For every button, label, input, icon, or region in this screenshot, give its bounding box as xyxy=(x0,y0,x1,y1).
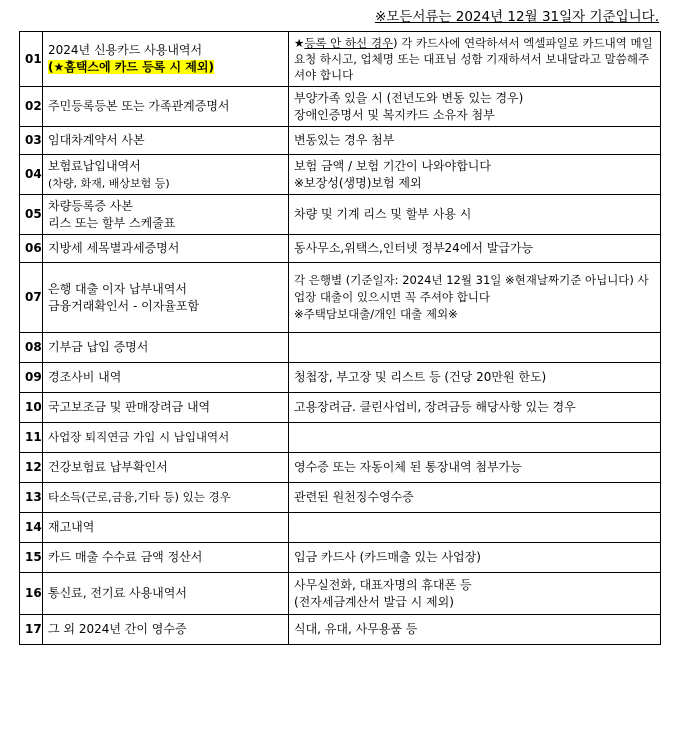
note-cell xyxy=(289,32,661,87)
document-cell xyxy=(43,573,289,615)
document-name: 지방세 세목별과세증명서 xyxy=(48,241,180,255)
row-number: 03 xyxy=(20,127,43,155)
note-text: ) 각 카드사에 연락하셔서 엑셀파일로 카드내역 메일요청 하시고, 업체명 또는 대표님 성함 기재하셔서 보내달라고 말씀해주셔야 합니다 xyxy=(294,36,653,82)
note-text: 사무실전화, 대표자명의 휴대폰 등 xyxy=(294,577,472,592)
document-exception-highlight: (★홈택스에 카드 등록 시 제외) xyxy=(48,60,214,74)
note-text: 차량 및 기계 리스 및 할부 사용 시 xyxy=(294,207,472,221)
table-row xyxy=(20,453,661,483)
note-text: 보험 금액 / 보험 기간이 나와야합니다 xyxy=(294,158,491,173)
table-row xyxy=(20,363,661,393)
row-number: 04 xyxy=(20,155,43,195)
document-name: 경조사비 내역 xyxy=(48,370,122,384)
table-row xyxy=(20,333,661,363)
table-row xyxy=(20,127,661,155)
document-cell xyxy=(43,615,289,645)
document-name: 건강보험료 납부확인서 xyxy=(48,460,168,474)
row-number: 10 xyxy=(20,393,43,423)
note-cell xyxy=(289,87,661,127)
document-name: 리스 또는 할부 스케줄표 xyxy=(48,215,176,230)
row-number: 06 xyxy=(20,235,43,263)
table-row xyxy=(20,393,661,423)
document-cell xyxy=(43,423,289,453)
required-documents-table xyxy=(19,31,661,645)
note-cell xyxy=(289,155,661,195)
note-text: 동사무소,위택스,인터넷 정부24에서 발급가능 xyxy=(294,241,534,255)
document-name: 타소득(근로,금융,기타 등) 있는 경우 xyxy=(48,490,231,504)
row-number: 12 xyxy=(20,453,43,483)
row-number: 13 xyxy=(20,483,43,513)
note-text: 변동있는 경우 첨부 xyxy=(294,133,395,147)
deadline-notice: ※모든서류는 2024년 12월 31일자 기준입니다. xyxy=(374,9,659,25)
document-name: 주민등록등본 또는 가족관계증명서 xyxy=(48,99,230,113)
row-number: 05 xyxy=(20,195,43,235)
note-text: ※보장성(생명)보험 제외 xyxy=(294,175,422,190)
row-number: 09 xyxy=(20,363,43,393)
document-detail: (차량, 화재, 배상보험 등) xyxy=(48,176,170,190)
document-name: 사업장 퇴직연금 가입 시 납입내역서 xyxy=(48,430,230,444)
document-name: 금융거래확인서 - 이자율포함 xyxy=(48,298,200,313)
document-name: 카드 매출 수수료 금액 정산서 xyxy=(48,550,203,564)
note-text: 고용장려금. 클린사업비, 장려금등 해당사항 있는 경우 xyxy=(294,400,576,414)
note-cell xyxy=(289,263,661,333)
document-cell xyxy=(43,32,289,87)
note-text: ※주택담보대출/개인 대출 제외※ xyxy=(294,307,458,321)
note-cell xyxy=(289,543,661,573)
note-text: 영수증 또는 자동이체 된 통장내역 첨부가능 xyxy=(294,460,522,474)
document-name: 재고내역 xyxy=(48,520,95,534)
row-number: 01 xyxy=(20,32,43,87)
document-cell xyxy=(43,263,289,333)
note-text: 장애인증명서 및 복지카드 소유자 첨부 xyxy=(294,107,495,122)
document-cell xyxy=(43,393,289,423)
table-row xyxy=(20,263,661,333)
table-row xyxy=(20,513,661,543)
note-text: 관련된 원천징수영수증 xyxy=(294,490,414,504)
document-cell xyxy=(43,87,289,127)
note-text: 부양가족 있을 시 (전년도와 변동 있는 경우) xyxy=(294,90,524,105)
row-number: 17 xyxy=(20,615,43,645)
note-cell xyxy=(289,483,661,513)
document-name: 은행 대출 이자 납부내역서 xyxy=(48,281,187,296)
document-cell xyxy=(43,155,289,195)
document-name: 통신료, 전기료 사용내역서 xyxy=(48,586,187,600)
document-cell xyxy=(43,363,289,393)
document-cell xyxy=(43,195,289,235)
row-number: 16 xyxy=(20,573,43,615)
note-cell xyxy=(289,333,661,363)
document-cell xyxy=(43,333,289,363)
row-number: 08 xyxy=(20,333,43,363)
row-number: 14 xyxy=(20,513,43,543)
note-cell xyxy=(289,363,661,393)
row-number: 15 xyxy=(20,543,43,573)
table-row xyxy=(20,155,661,195)
note-cell xyxy=(289,235,661,263)
document-cell xyxy=(43,235,289,263)
table-row xyxy=(20,543,661,573)
document-cell xyxy=(43,513,289,543)
note-text: 입금 카드사 (카드매출 있는 사업장) xyxy=(294,550,481,564)
note-cell xyxy=(289,127,661,155)
table-row xyxy=(20,32,661,87)
note-cell xyxy=(289,423,661,453)
table-row xyxy=(20,615,661,645)
row-number: 07 xyxy=(20,263,43,333)
note-cell xyxy=(289,453,661,483)
table-row xyxy=(20,573,661,615)
document-cell xyxy=(43,127,289,155)
table-row xyxy=(20,235,661,263)
document-cell xyxy=(43,453,289,483)
note-cell xyxy=(289,195,661,235)
note-cell xyxy=(289,393,661,423)
document-name: 보험료납입내역서 xyxy=(48,158,141,173)
table-row xyxy=(20,423,661,453)
note-cell xyxy=(289,573,661,615)
document-name: 국고보조금 및 판매장려금 내역 xyxy=(48,400,211,414)
note-text: (전자세금계산서 발급 시 제외) xyxy=(294,594,454,609)
document-name: 임대차계약서 사본 xyxy=(48,133,145,147)
document-name: 차량등록증 사본 xyxy=(48,198,133,213)
document-name: 기부금 납입 증명서 xyxy=(48,340,149,354)
document-name: 그 외 2024년 간이 영수증 xyxy=(48,622,187,636)
table-row xyxy=(20,483,661,513)
table-row xyxy=(20,87,661,127)
note-text: 각 은행별 (기준일자: 2024년 12월 31일 ※현재날짜기준 아닙니다) 사업장 대출이 있으시면 꼭 주셔야 합니다 xyxy=(294,273,649,304)
star-mark: ★ xyxy=(294,36,305,50)
note-text: 청첩장, 부고장 및 리스트 등 (건당 20만원 한도) xyxy=(294,370,547,384)
document-cell xyxy=(43,483,289,513)
note-text: 식대, 유대, 사무용품 등 xyxy=(294,622,418,636)
note-cell xyxy=(289,513,661,543)
note-cell xyxy=(289,615,661,645)
row-number: 11 xyxy=(20,423,43,453)
note-underlined: 등록 안 하신 경우 xyxy=(304,36,394,50)
table-row xyxy=(20,195,661,235)
document-name: 2024년 신용카드 사용내역서 xyxy=(48,43,203,57)
document-cell xyxy=(43,543,289,573)
row-number: 02 xyxy=(20,87,43,127)
